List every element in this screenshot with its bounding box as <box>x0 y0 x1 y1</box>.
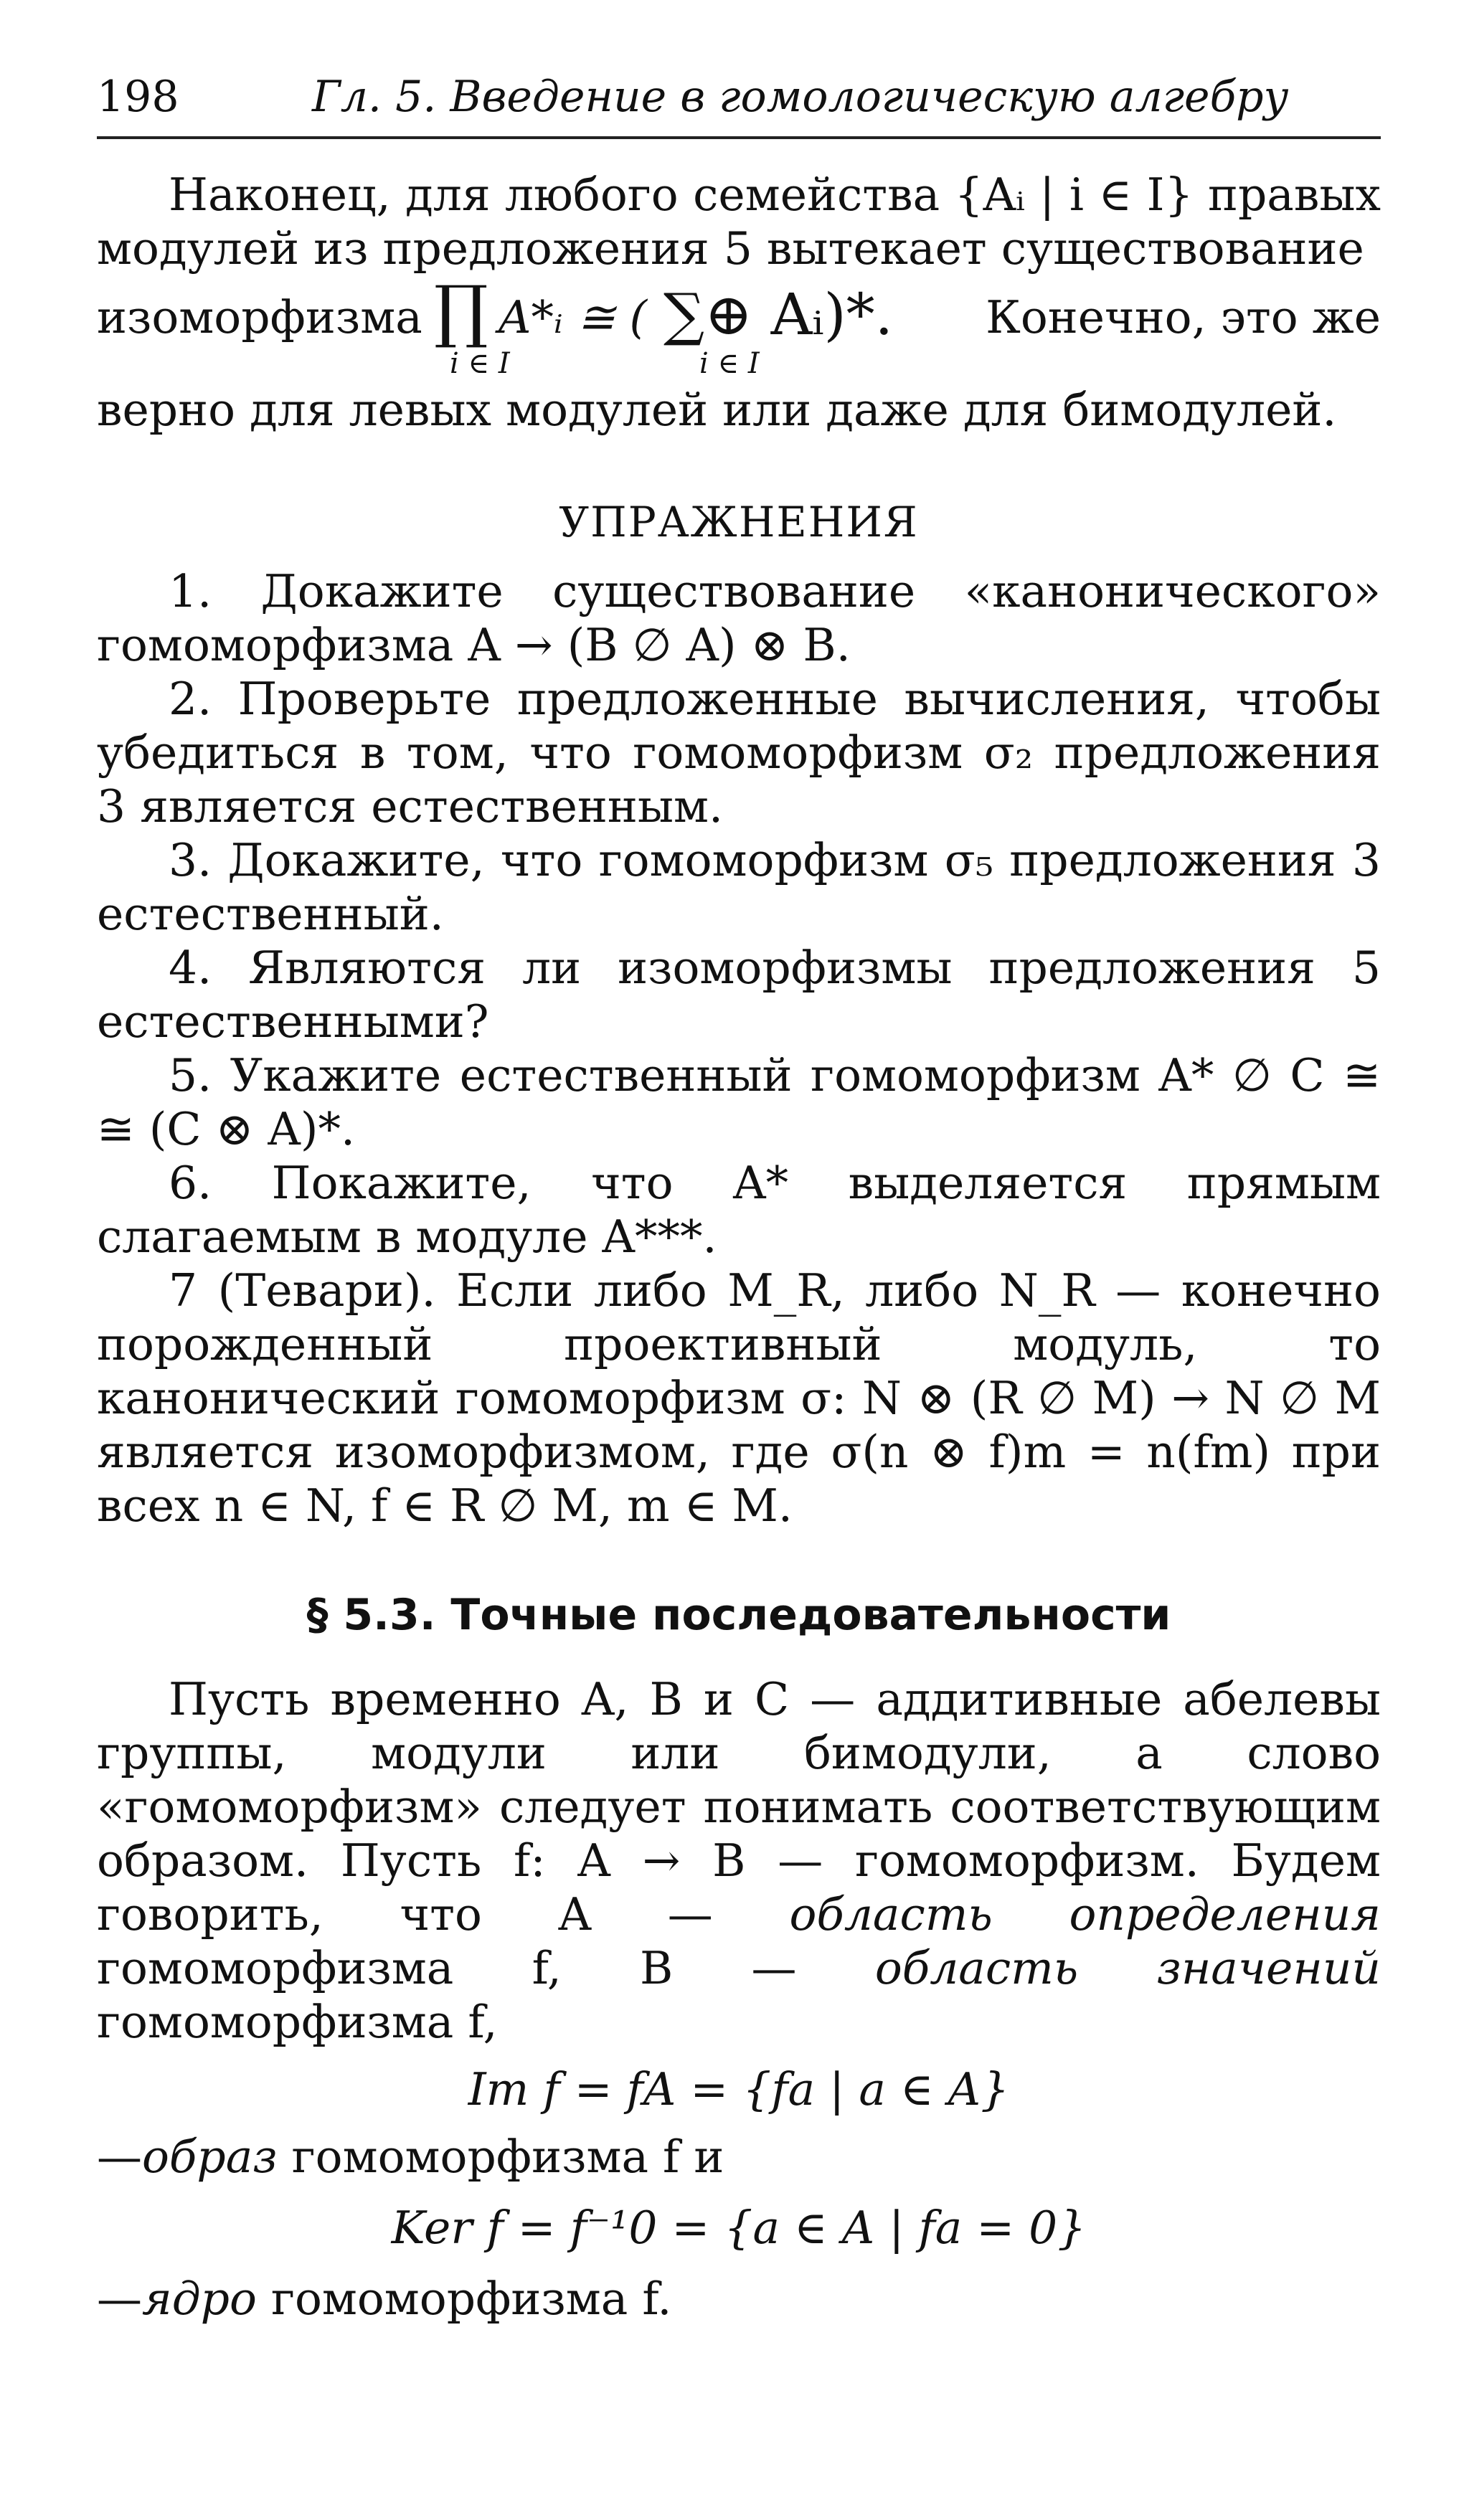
dash: — <box>97 2131 142 2183</box>
term-image: образ <box>142 2131 278 2183</box>
kernel-formula: Ker f = f⁻¹0 = {a ∈ A | fa = 0} <box>391 2202 1087 2254</box>
product-symbol: ∏ <box>434 272 488 351</box>
term-domain: область определения <box>789 1888 1381 1941</box>
formula-lead-word: изоморфизма <box>97 291 422 344</box>
running-title: Гл. 5. Введение в гомологическую алгебру <box>312 72 1289 122</box>
page <box>97 57 1381 2326</box>
exercise-item: 6. Покажите, что A* выделяется прямым слагаемым в модуле A***. <box>97 1157 1381 1263</box>
line-text: гомоморфизма f. <box>270 2273 672 2325</box>
exercise-item: 3. Докажите, что гомоморфизм σ₅ предложения 3 естественный. <box>97 834 1381 940</box>
product-formula-line <box>97 272 1381 383</box>
formula-tail-text: Конечно, это же <box>986 291 1381 344</box>
kernel-definition-line <box>97 2272 1381 2326</box>
formula-core: A*ᵢ ≅ ( <box>499 291 648 344</box>
page-number: 198 <box>97 72 179 122</box>
exercise-item: 5. Укажите естественный гомоморфизм A* ∅ C ≅ ≅ (C ⊗ A)*. <box>97 1049 1381 1155</box>
image-definition-line <box>97 2130 1381 2184</box>
paragraph-text: гомоморфизма f, B — <box>97 1942 797 1994</box>
intro-last-line: верно для левых модулей или даже для бимодулей. <box>97 384 1337 436</box>
section-paragraph <box>97 1672 1381 2049</box>
sum-expression: ∑⊕ Aᵢ)*. <box>663 281 894 348</box>
term-kernel: ядро <box>142 2273 257 2325</box>
exercise-item: 1. Докажите существование «канонического» гомоморфизма A → (B ∅ A) ⊗ B. <box>97 565 1381 671</box>
exercise-item: 7 (Тевари). Если либо M_R, либо N_R — конечно порожденный проективный модуль, то канонический гомоморфизм σ: N ⊗ (R ∅ M) → N ∅ M является изоморфизмом, где σ(n ⊗ f)m = n(fm) при всех n ∈ N, f ∈ R ∅ M, m ∈ M. <box>97 1264 1381 1532</box>
line-text: гомоморфизма f и <box>291 2131 724 2183</box>
dash: — <box>97 2273 142 2325</box>
exercise-item: 4. Являются ли изоморфизмы предложения 5 естественными? <box>97 942 1381 1048</box>
intro-paragraph: Наконец, для любого семейства {Aᵢ | i ∈ I} правых модулей из предложения 5 вытекает существование <box>97 169 1381 275</box>
product-subscript: i ∈ I <box>450 347 510 380</box>
paragraph-text: Пусть временно A, B и C — аддитивные абелевы группы, модули или бимодули, а слово «гомоморфизм» следует понимать соответствующим образом. Пусть f: A → B — гомоморфизм. Будем говорить, что A — <box>97 1673 1381 1941</box>
paragraph-text: гомоморфизма f, <box>97 1996 498 2048</box>
section-heading: § 5.3. Точные последовательности <box>306 1590 1171 1640</box>
exercises-heading: УПРАЖНЕНИЯ <box>559 498 919 546</box>
term-range: область значений <box>874 1942 1381 1994</box>
exercise-item: 2. Проверьте предложенные вычисления, чтобы убедиться в том, что гомоморфизм σ₂ предложения 3 является естественным. <box>97 673 1381 833</box>
sum-subscript: i ∈ I <box>699 347 760 380</box>
image-formula: Im f = fA = {fa | a ∈ A} <box>468 2063 1010 2116</box>
running-header <box>97 57 1381 139</box>
